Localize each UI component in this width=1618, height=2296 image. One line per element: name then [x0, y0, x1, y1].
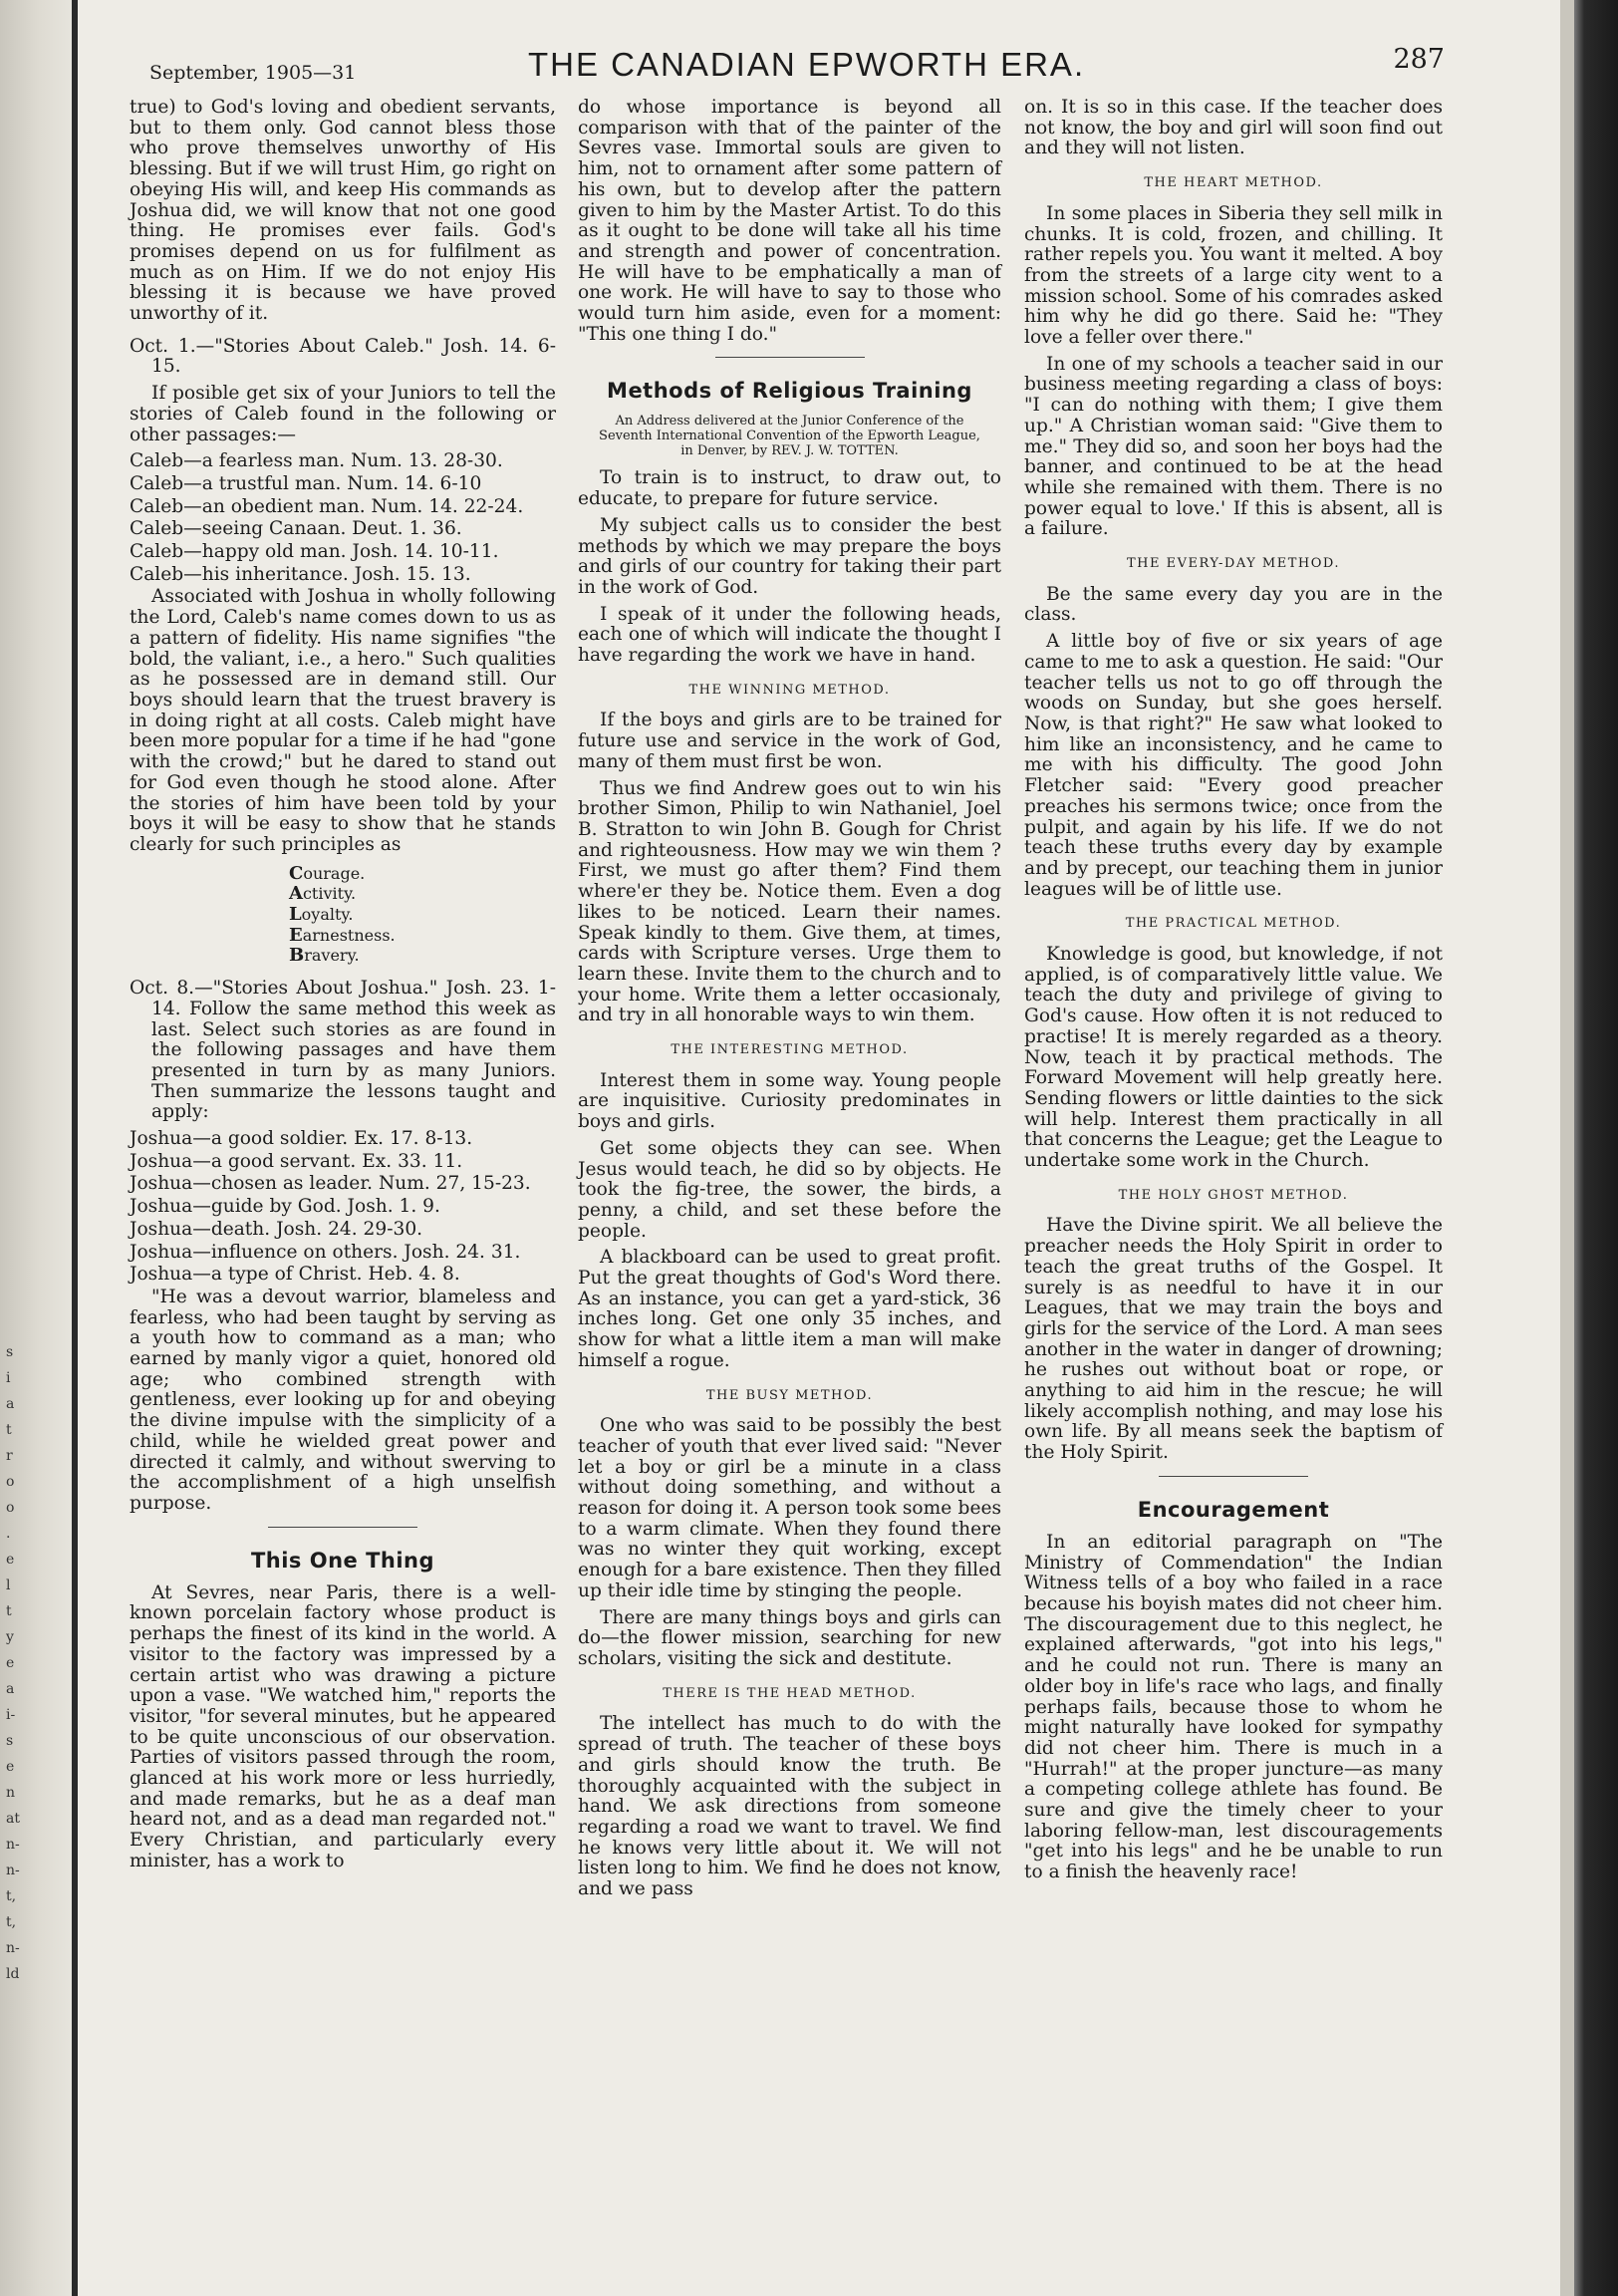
subhead-every-day-method: THE EVERY-DAY METHOD.: [1127, 556, 1340, 572]
subhead-practical-method: THE PRACTICAL METHOD.: [1125, 916, 1342, 932]
margin-fragment: e: [6, 1759, 15, 1775]
paragraph: Be the same every day you are in the class.: [1024, 583, 1443, 626]
lesson-oct-8: Oct. 8.—"Stories About Joshua." Josh. 23. 1-14. Follow the same method this week as last. Select such stories as are found in the following passages and have them presented in turn by as many Juniors. Then summarize the lessons taught and apply:: [130, 978, 556, 1123]
margin-fragment: a: [6, 1396, 15, 1412]
joshua-list-item: Joshua—a good servant. Ex. 33. 11.: [130, 1150, 463, 1172]
acrostic-rest: ourage.: [303, 863, 366, 883]
paragraph: The intellect has much to do with the spread of truth. The teacher of these boys and girls should know the truth. Be thoroughly acquainted with the subject in hand. We ask directions from someone regarding a road we want to travel. We find he knows very little about it. We will not listen long to him. We find he does not know, and we pass: [578, 1713, 1001, 1900]
paragraph: Associated with Joshua in wholly following the Lord, Caleb's name comes down to us as a pattern of fidelity. His name signifies "the bold, the valiant, i.e., a hero." Such qualities as he possessed are in demand still. Our boys should learn that the truest bravery is in doing right at all costs. Caleb might have been more popular for a time if he had "gone with the crowd;" but he dared to stand out for God even though he stood alone. After the stories of him have been told by your boys it will be easy to show that he stands clearly for such principles as: [130, 586, 556, 855]
margin-fragment: t,: [6, 1914, 17, 1930]
caleb-list: [130, 451, 556, 585]
paragraph: Interest them in some way. Young people are inquisitive. Curiosity predominates in boys and girls.: [578, 1069, 1001, 1133]
margin-fragment: n-: [6, 1837, 20, 1853]
paragraph: My subject calls us to consider the best methods by which we may prepare the boys and girls of our country for taking their part in the work of God.: [578, 514, 1001, 598]
acrostic-item: [289, 864, 556, 885]
margin-fragment: n-: [6, 1863, 20, 1878]
page-gutter: [72, 0, 78, 2296]
address-note: An Address delivered at the Junior Conference of the Seventh International Convention of the Epworth League, in Denver, by REV. J. W. TOTTEN.: [599, 414, 980, 459]
paragraph: Get some objects they can see. When Jesus would teach, he did so by objects. He took the fig-tree, the sower, the birds, a penny, a child, and set these before the people.: [578, 1137, 1001, 1242]
heading-encouragement: Encouragement: [1137, 1497, 1330, 1522]
acrostic-initial: B: [289, 945, 305, 967]
paragraph: In some places in Siberia they sell milk in chunks. It is cold, frozen, and chilling. It rather repels you. You want it melted. A boy from the streets of a large city went to a mission school. Some of his comrades asked him why he did go there. Said he: "They love a feller over there.": [1024, 202, 1443, 349]
acrostic-rest: ravery.: [304, 946, 360, 966]
subhead-head-method: THERE IS THE HEAD METHOD.: [663, 1685, 917, 1701]
page-edge: [1560, 0, 1574, 2296]
joshua-list-item: Joshua—chosen as leader. Num. 27, 15-23.: [130, 1173, 531, 1195]
heading-this-one-thing: This One Thing: [250, 1548, 435, 1573]
section-rule: [715, 357, 865, 358]
joshua-list-item: Joshua—a type of Christ. Heb. 4. 8.: [130, 1264, 460, 1286]
margin-fragment: a: [6, 1681, 15, 1697]
margin-fragment: s: [6, 1733, 14, 1749]
margin-fragment: o: [6, 1500, 15, 1516]
caleb-list-item: Caleb—seeing Canaan. Deut. 1. 36.: [130, 518, 462, 540]
margin-fragment: l: [6, 1578, 11, 1593]
acrostic-item: [289, 905, 556, 926]
subhead-heart-method: THE HEART METHOD.: [1144, 175, 1323, 191]
margin-fragment: .: [6, 1526, 11, 1542]
margin-fragment: t,: [6, 1888, 17, 1904]
acrostic-initial: L: [289, 904, 302, 926]
joshua-list: [130, 1129, 556, 1286]
masthead-title: THE CANADIAN EPWORTH ERA.: [528, 46, 1086, 83]
margin-fragment: r: [6, 1448, 13, 1464]
paragraph: A blackboard can be used to great profit. Put the great thoughts of God's Word there. As an instance, you can get a yard-stick, 36 inches long. Get one only 35 inches, and show for what a little item a man will make himself a rogue.: [578, 1247, 1001, 1371]
paragraph: Thus we find Andrew goes out to win his brother Simon, Philip to win Nathaniel, Joel B. Stratton to win John B. Gough for Christ and righteousness. How may we win them ? First, we must go after them? Find them where'er they be. Notice them. Even a dog likes to be noticed. Learn their names. Speak kindly to them. Give them, at times, cards with Scripture verses. Urge them to learn these. Invite them to the church and to your home. Write them a letter occasionaly, and try in all honorable ways to win them.: [578, 777, 1001, 1026]
margin-fragment: i: [6, 1370, 11, 1386]
paragraph: At Sevres, near Paris, there is a well-known porcelain factory whose product is perhaps the finest of its kind in the world. A visitor to the factory was impressed by a certain artist who was drawing a picture upon a vase. "We watched him," reports the visitor, "for several minutes, but he appeared to be quite unconscious of our observation. Parties of visitors passed through the room, glanced at his work more or less hurriedly, and made remarks, but he as a deaf man heard not, and as a dead man regarded not." Every Christian, and particularly every minister, has a work to: [130, 1581, 556, 1871]
margin-fragment: t: [6, 1603, 12, 1619]
margin-fragment: t: [6, 1422, 12, 1438]
margin-fragment: y: [6, 1629, 14, 1645]
section-rule: [268, 1527, 417, 1528]
acrostic-list: [289, 864, 556, 968]
paragraph: If posible get six of your Juniors to tell the stories of Caleb found in the following or other passages:—: [130, 383, 556, 445]
paragraph: In an editorial paragraph on "The Ministry of Commendation" the Indian Witness tells of a boy who failed in a race because his boyish mates did not cheer him. The discouragement due to this neglect, he explained afterwards, "got into his legs," and he could not run. There is many an older boy in life's race who lags, and finally perhaps fails, because those to whom he might naturally have looked for sympathy did not cheer him. There is much in a "Hurrah!" at the proper juncture—as many a competing college athlete has found. Be sure and give the timely cheer to your laboring fellow-man, lest discouragements "get into his legs" and he be unable to run to a finish the heavenly race!: [1024, 1531, 1443, 1883]
caleb-list-item: Caleb—a trustful man. Num. 14. 6-10: [130, 472, 482, 494]
paragraph: Have the Divine spirit. We all believe the preacher needs the Holy Spirit in order to teach the great truths of the Gospel. It surely is as needful to have it in our Leagues, that we may train the boys and girls for the service of the Lord. A man sees another in the water in danger of drowning; he rushes out without boat or rope, or anything to aid him in the rescue; he will likely accomplish nothing, and may lose his own life. By all means seek the baptism of the Holy Spirit.: [1024, 1215, 1443, 1464]
book-binding: [1574, 0, 1618, 2296]
caleb-list-item: Caleb—an obedient man. Num. 14. 22-24.: [130, 495, 524, 517]
column-2: [578, 98, 1001, 1906]
subhead-winning-method: THE WINNING METHOD.: [688, 682, 891, 698]
paragraph: One who was said to be possibly the best teacher of youth that ever lived said: "Never let a boy or girl be a minute in a class without doing something, and without a reason for doing it. A person took some bees to a warm climate. When they found there was no winter they quit working, except enough for a bare existence. Then they filled up their idle time by stinging the people.: [578, 1415, 1001, 1601]
paragraph: do whose importance is beyond all comparison with that of the painter of the Sevres vase. Immortal souls are given to him, not to ornament after some pattern of his own, but to develop after the pattern given to him by the Master Artist. To do this as it ought to be done will take all his time and strength and power of concentration. He will have to be emphatically a man of one work. He will have to say to those who would turn him aside, even for a moment: "This one thing I do.": [578, 97, 1001, 345]
acrostic-rest: ctivity.: [302, 884, 357, 904]
paragraph: on. It is so in this case. If the teacher does not know, the boy and girl will soon find out and they will not listen.: [1024, 97, 1443, 159]
joshua-list-item: Joshua—a good soldier. Ex. 17. 8-13.: [130, 1128, 473, 1150]
lesson-oct-1: Oct. 1.—"Stories About Caleb." Josh. 14. 6-15.: [130, 335, 556, 378]
issue-date: September, 1905—31: [149, 62, 357, 84]
column-1: [130, 98, 556, 1878]
paragraph: In one of my schools a teacher said in our business meeting regarding a class of boys: "I can do nothing with them; I give them up." A Christian woman said: "Give them to me." They did so, and soon her boys had the banner, and continued to be at the head while she remained with them. There is no power equal to love.' If this is absent, all is a failure.: [1024, 353, 1443, 540]
caleb-list-item: Caleb—happy old man. Josh. 14. 10-11.: [130, 541, 499, 563]
heading-methods-of-religious-training: Methods of Religious Training: [607, 379, 972, 404]
paragraph: There are many things boys and girls can do—the flower mission, searching for new scholars, visiting the sick and destitute.: [578, 1606, 1001, 1669]
margin-fragment: n-: [6, 1940, 20, 1956]
margin-fragment: o: [6, 1474, 15, 1490]
paragraph: I speak of it under the following heads, each one of which will indicate the thought I have regarding the work we have in hand.: [578, 603, 1001, 667]
margin-fragment: n: [6, 1785, 16, 1801]
joshua-list-item: Joshua—influence on others. Josh. 24. 31.: [130, 1241, 521, 1263]
paragraph: "He was a devout warrior, blameless and fearless, who had been taught by serving as a youth how to command as a man; who earned by manly vigor a quiet, honored old age; who combined strength with gentleness, ever looking up for and obeying the divine impulse with the simplicity of a child, while he wielded great power and directed it calmly, and without swerving to the accomplishment of a high unselfish purpose.: [130, 1286, 556, 1514]
acrostic-item: [289, 884, 556, 905]
acrostic-rest: oyalty.: [301, 905, 354, 925]
acrostic-initial: A: [289, 883, 303, 905]
section-rule: [1159, 1476, 1308, 1477]
acrostic-item: [289, 946, 556, 967]
caleb-list-item: Caleb—a fearless man. Num. 13. 28-30.: [130, 450, 503, 472]
margin-fragment: s: [6, 1344, 14, 1360]
margin-fragment: ld: [6, 1966, 20, 1982]
paragraph: To train is to instruct, to draw out, to educate, to prepare for future service.: [578, 467, 1001, 510]
acrostic-initial: C: [289, 862, 304, 884]
margin-fragment: e: [6, 1655, 15, 1671]
acrostic-item: [289, 926, 556, 947]
subhead-holy-ghost-method: THE HOLY GHOST METHOD.: [1118, 1187, 1349, 1203]
acrostic-initial: E: [289, 924, 303, 946]
subhead-interesting-method: THE INTERESTING METHOD.: [671, 1042, 909, 1058]
caleb-list-item: Caleb—his inheritance. Josh. 15. 13.: [130, 563, 471, 585]
margin-fragment: i-: [6, 1707, 16, 1723]
acrostic-rest: arnestness.: [302, 925, 396, 945]
joshua-list-item: Joshua—death. Josh. 24. 29-30.: [130, 1218, 423, 1240]
subhead-busy-method: THE BUSY METHOD.: [705, 1387, 874, 1403]
paragraph: A little boy of five or six years of age came to me to ask a question. He said: "Our teacher tells us not to go off through the woods on Sunday, but she goes herself. Now, is that right?" He saw what looked to him like an inconsistency, and he came to me with his difficulty. The good John Fletcher said: "Every good preacher preaches his sermons twice; once from the pulpit, and again by his life. If we do not teach these truths every day by example and by precept, our teaching them in junior leagues will be of little use.: [1024, 631, 1443, 900]
joshua-list-item: Joshua—guide by God. Josh. 1. 9.: [130, 1196, 440, 1218]
paragraph: If the boys and girls are to be trained for future use and service in the work of God, many of them must first be won.: [578, 710, 1001, 772]
paragraph: Knowledge is good, but knowledge, if not applied, is of comparatively little value. We teach the duty and privilege of giving to God's cause. How often it is not reduced to practise! It is merely regarded as a theory. Now, teach it by practical methods. The Forward Movement will help greatly here. Sending flowers or little dainties to the sick will help. Interest them practically in all that concerns the League; get the League to undertake some work in the Church.: [1024, 944, 1443, 1172]
column-3: [1024, 98, 1443, 1889]
page-number: 287: [1393, 44, 1445, 75]
margin-fragment: e: [6, 1552, 15, 1568]
paragraph: true) to God's loving and obedient servants, but to them only. God cannot bless those who prove themselves unworthy of His blessing. But if we will trust Him, go right on obeying His will, and keep His commands as Joshua did, we will know that not one good thing. He promises ever fails. God's promises depend on us for fulfilment as much as on Him. If we do not enjoy His blessing it is because we have proved unworthy of it.: [130, 97, 556, 325]
margin-fragment: at: [6, 1811, 20, 1827]
page-header: [139, 44, 1445, 94]
